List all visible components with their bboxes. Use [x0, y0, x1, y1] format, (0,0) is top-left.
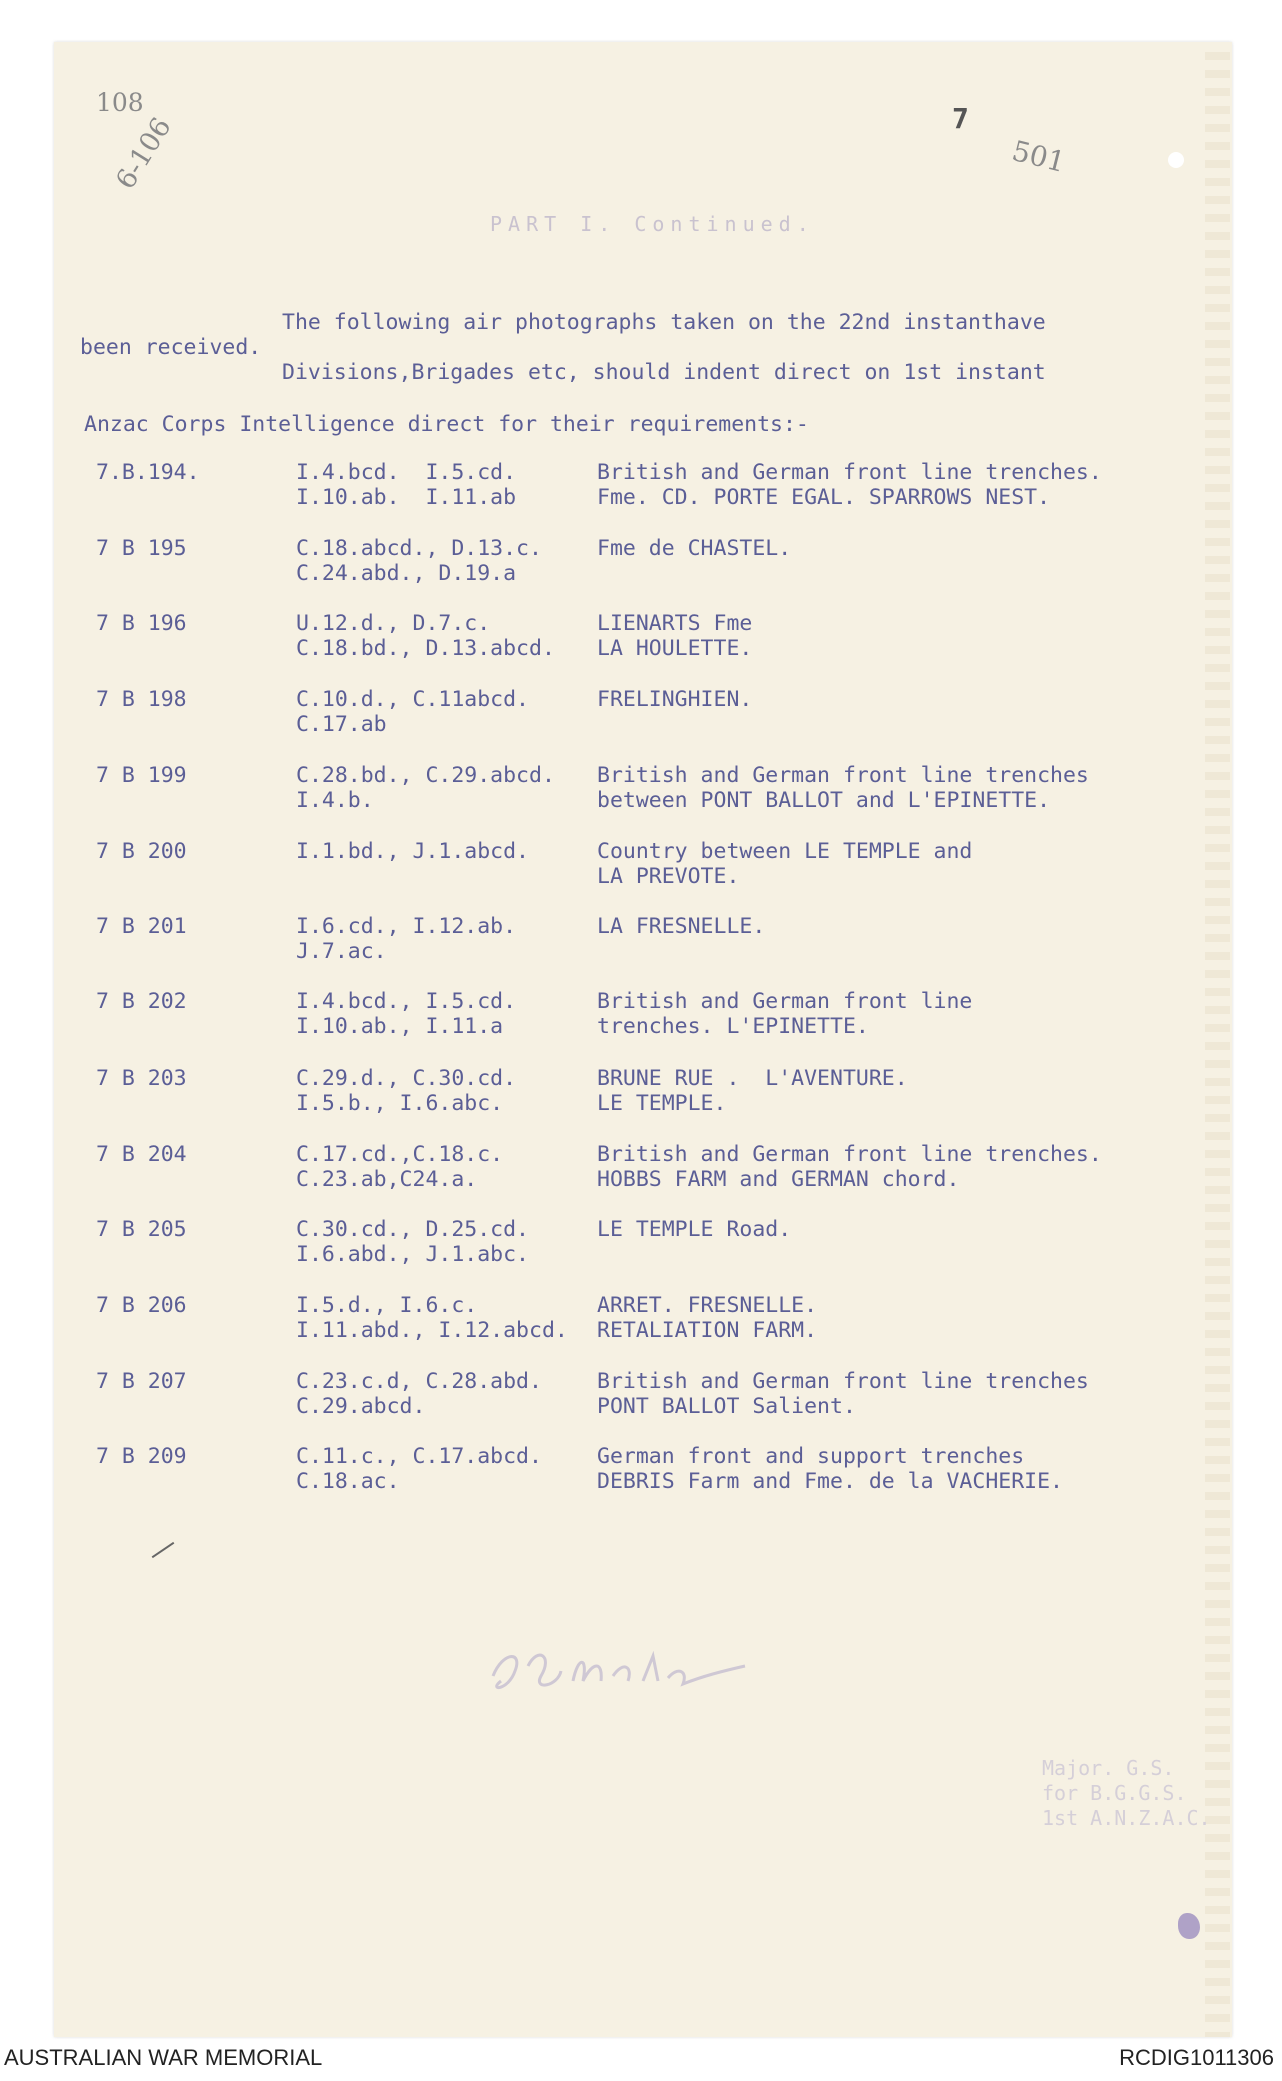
photo-row [0, 1446, 1282, 1496]
map-squares-line-1: C.28.bd., C.29.abcd. [296, 763, 555, 788]
map-squares-line-1: U.12.d., D.7.c. [296, 611, 491, 636]
location-line-2: PONT BALLOT Salient. [597, 1394, 856, 1419]
map-squares-line-1: C.30.cd., D.25.cd. [296, 1217, 529, 1242]
photo-reference: 7 B 199 [96, 763, 187, 788]
location-line-1: LIENARTS Fme [597, 611, 753, 636]
map-squares-line-2: C.23.ab,C24.a. [296, 1167, 478, 1192]
location-line-1: BRUNE RUE . L'AVENTURE. [597, 1066, 908, 1091]
photo-row [0, 765, 1282, 815]
punch-hole [1168, 152, 1184, 168]
handwritten-signature [483, 1636, 753, 1706]
map-squares-line-2: C.24.abd., D.19.a [296, 561, 517, 586]
page-number-annotation: 108 [96, 88, 144, 117]
photo-reference: 7 B 201 [96, 914, 187, 939]
photo-row [0, 1068, 1282, 1118]
map-squares-line-1: C.18.abcd., D.13.c. [296, 536, 542, 561]
photo-row [0, 841, 1282, 891]
location-line-1: FRELINGHIEN. [597, 687, 753, 712]
photo-row [0, 462, 1282, 512]
map-squares-line-2: C.18.ac. [296, 1469, 400, 1494]
map-squares-line-2: I.6.abd., J.1.abc. [296, 1242, 529, 1267]
photo-row [0, 1371, 1282, 1421]
photo-row [0, 1295, 1282, 1345]
photo-reference: 7 B 204 [96, 1142, 187, 1167]
map-squares-line-2: I.10.ab., I.11.a [296, 1014, 504, 1039]
location-line-1: German front and support trenches [597, 1444, 1025, 1469]
ink-stain [1178, 1913, 1200, 1939]
photo-reference: 7 B 198 [96, 687, 187, 712]
location-line-1: British and German front line trenches. [597, 460, 1102, 485]
photo-reference: 7.B.194. [96, 460, 200, 485]
signature-line-3: 1st A.N.Z.A.C. [1042, 1806, 1211, 1830]
photo-row [0, 1219, 1282, 1269]
location-line-1: British and German front line trenches. [597, 1142, 1102, 1167]
photo-reference: 7 B 196 [96, 611, 187, 636]
map-squares-line-2: I.4.b. [296, 788, 374, 813]
location-line-2: LA HOULETTE. [597, 636, 753, 661]
map-squares-line-1: I.6.cd., I.12.ab. [296, 914, 517, 939]
intro-line-1: The following air photographs taken on the 22nd instanthave [282, 310, 1046, 335]
pencil-reference-annotation: 6-106 [110, 112, 178, 195]
photo-reference: 7 B 200 [96, 839, 187, 864]
map-squares-line-1: C.29.d., C.30.cd. [296, 1066, 517, 1091]
intro-line-4: Anzac Corps Intelligence direct for their requirements:- [84, 412, 809, 437]
map-squares-line-1: I.4.bcd., I.5.cd. [296, 989, 517, 1014]
footer-record-id: RCDIG1011306 [1119, 2045, 1274, 2070]
location-line-2: LE TEMPLE. [597, 1091, 727, 1116]
photo-reference: 7 B 209 [96, 1444, 187, 1469]
signature-line-2: for B.G.G.S. [1042, 1781, 1187, 1805]
map-squares-line-1: C.11.c., C.17.abcd. [296, 1444, 542, 1469]
map-squares-line-2: J.7.ac. [296, 939, 387, 964]
photo-row [0, 991, 1282, 1041]
map-squares-line-1: C.10.d., C.11abcd. [296, 687, 529, 712]
location-line-1: British and German front line trenches [597, 1369, 1089, 1394]
map-squares-line-1: I.1.bd., J.1.abcd. [296, 839, 529, 864]
photo-reference: 7 B 203 [96, 1066, 187, 1091]
location-line-1: Country between LE TEMPLE and [597, 839, 973, 864]
location-line-1: British and German front line [597, 989, 973, 1014]
location-line-2: LA PREVOTE. [597, 864, 740, 889]
location-line-1: British and German front line trenches [597, 763, 1089, 788]
map-squares-line-1: C.17.cd.,C.18.c. [296, 1142, 504, 1167]
archive-number-annotation: 501 [1008, 134, 1069, 179]
photo-reference: 7 B 202 [96, 989, 187, 1014]
photo-reference: 7 B 206 [96, 1293, 187, 1318]
photo-row [0, 1144, 1282, 1194]
photo-row [0, 613, 1282, 663]
photo-reference: 7 B 207 [96, 1369, 187, 1394]
location-line-2: trenches. L'EPINETTE. [597, 1014, 869, 1039]
map-squares-line-1: C.23.c.d, C.28.abd. [296, 1369, 542, 1394]
location-line-1: Fme de CHASTEL. [597, 536, 792, 561]
map-squares-line-1: I.5.d., I.6.c. [296, 1293, 478, 1318]
location-line-2: DEBRIS Farm and Fme. de la VACHERIE. [597, 1469, 1063, 1494]
location-line-2: HOBBS FARM and GERMAN chord. [597, 1167, 960, 1192]
map-squares-line-2: C.29.abcd. [296, 1394, 426, 1419]
location-line-1: LE TEMPLE Road. [597, 1217, 792, 1242]
location-line-1: ARRET. FRESNELLE. [597, 1293, 818, 1318]
map-squares-line-2: C.17.ab [296, 712, 387, 737]
location-line-2: RETALIATION FARM. [597, 1318, 818, 1343]
location-line-2: Fme. CD. PORTE EGAL. SPARROWS NEST. [597, 485, 1051, 510]
struck-number-annotation: 7 [952, 102, 969, 135]
intro-line-2: been received. [80, 335, 262, 360]
location-line-1: LA FRESNELLE. [597, 914, 766, 939]
photo-row [0, 538, 1282, 588]
intro-line-3: Divisions,Brigades etc, should indent direct on 1st instant [282, 360, 1046, 385]
photo-row [0, 689, 1282, 739]
map-squares-line-2: I.10.ab. I.11.ab [296, 485, 517, 510]
map-squares-line-2: I.5.b., I.6.abc. [296, 1091, 504, 1116]
map-squares-line-2: C.18.bd., D.13.abcd. [296, 636, 555, 661]
footer-institution: AUSTRALIAN WAR MEMORIAL [4, 2045, 323, 2070]
photo-reference: 7 B 195 [96, 536, 187, 561]
faint-section-title: PART I. Continued. [490, 212, 815, 236]
signature-line-1: Major. G.S. [1042, 1756, 1175, 1780]
location-line-2: between PONT BALLOT and L'EPINETTE. [597, 788, 1051, 813]
photo-row [0, 916, 1282, 966]
map-squares-line-2: I.11.abd., I.12.abcd. [296, 1318, 568, 1343]
map-squares-line-1: I.4.bcd. I.5.cd. [296, 460, 517, 485]
photo-reference: 7 B 205 [96, 1217, 187, 1242]
